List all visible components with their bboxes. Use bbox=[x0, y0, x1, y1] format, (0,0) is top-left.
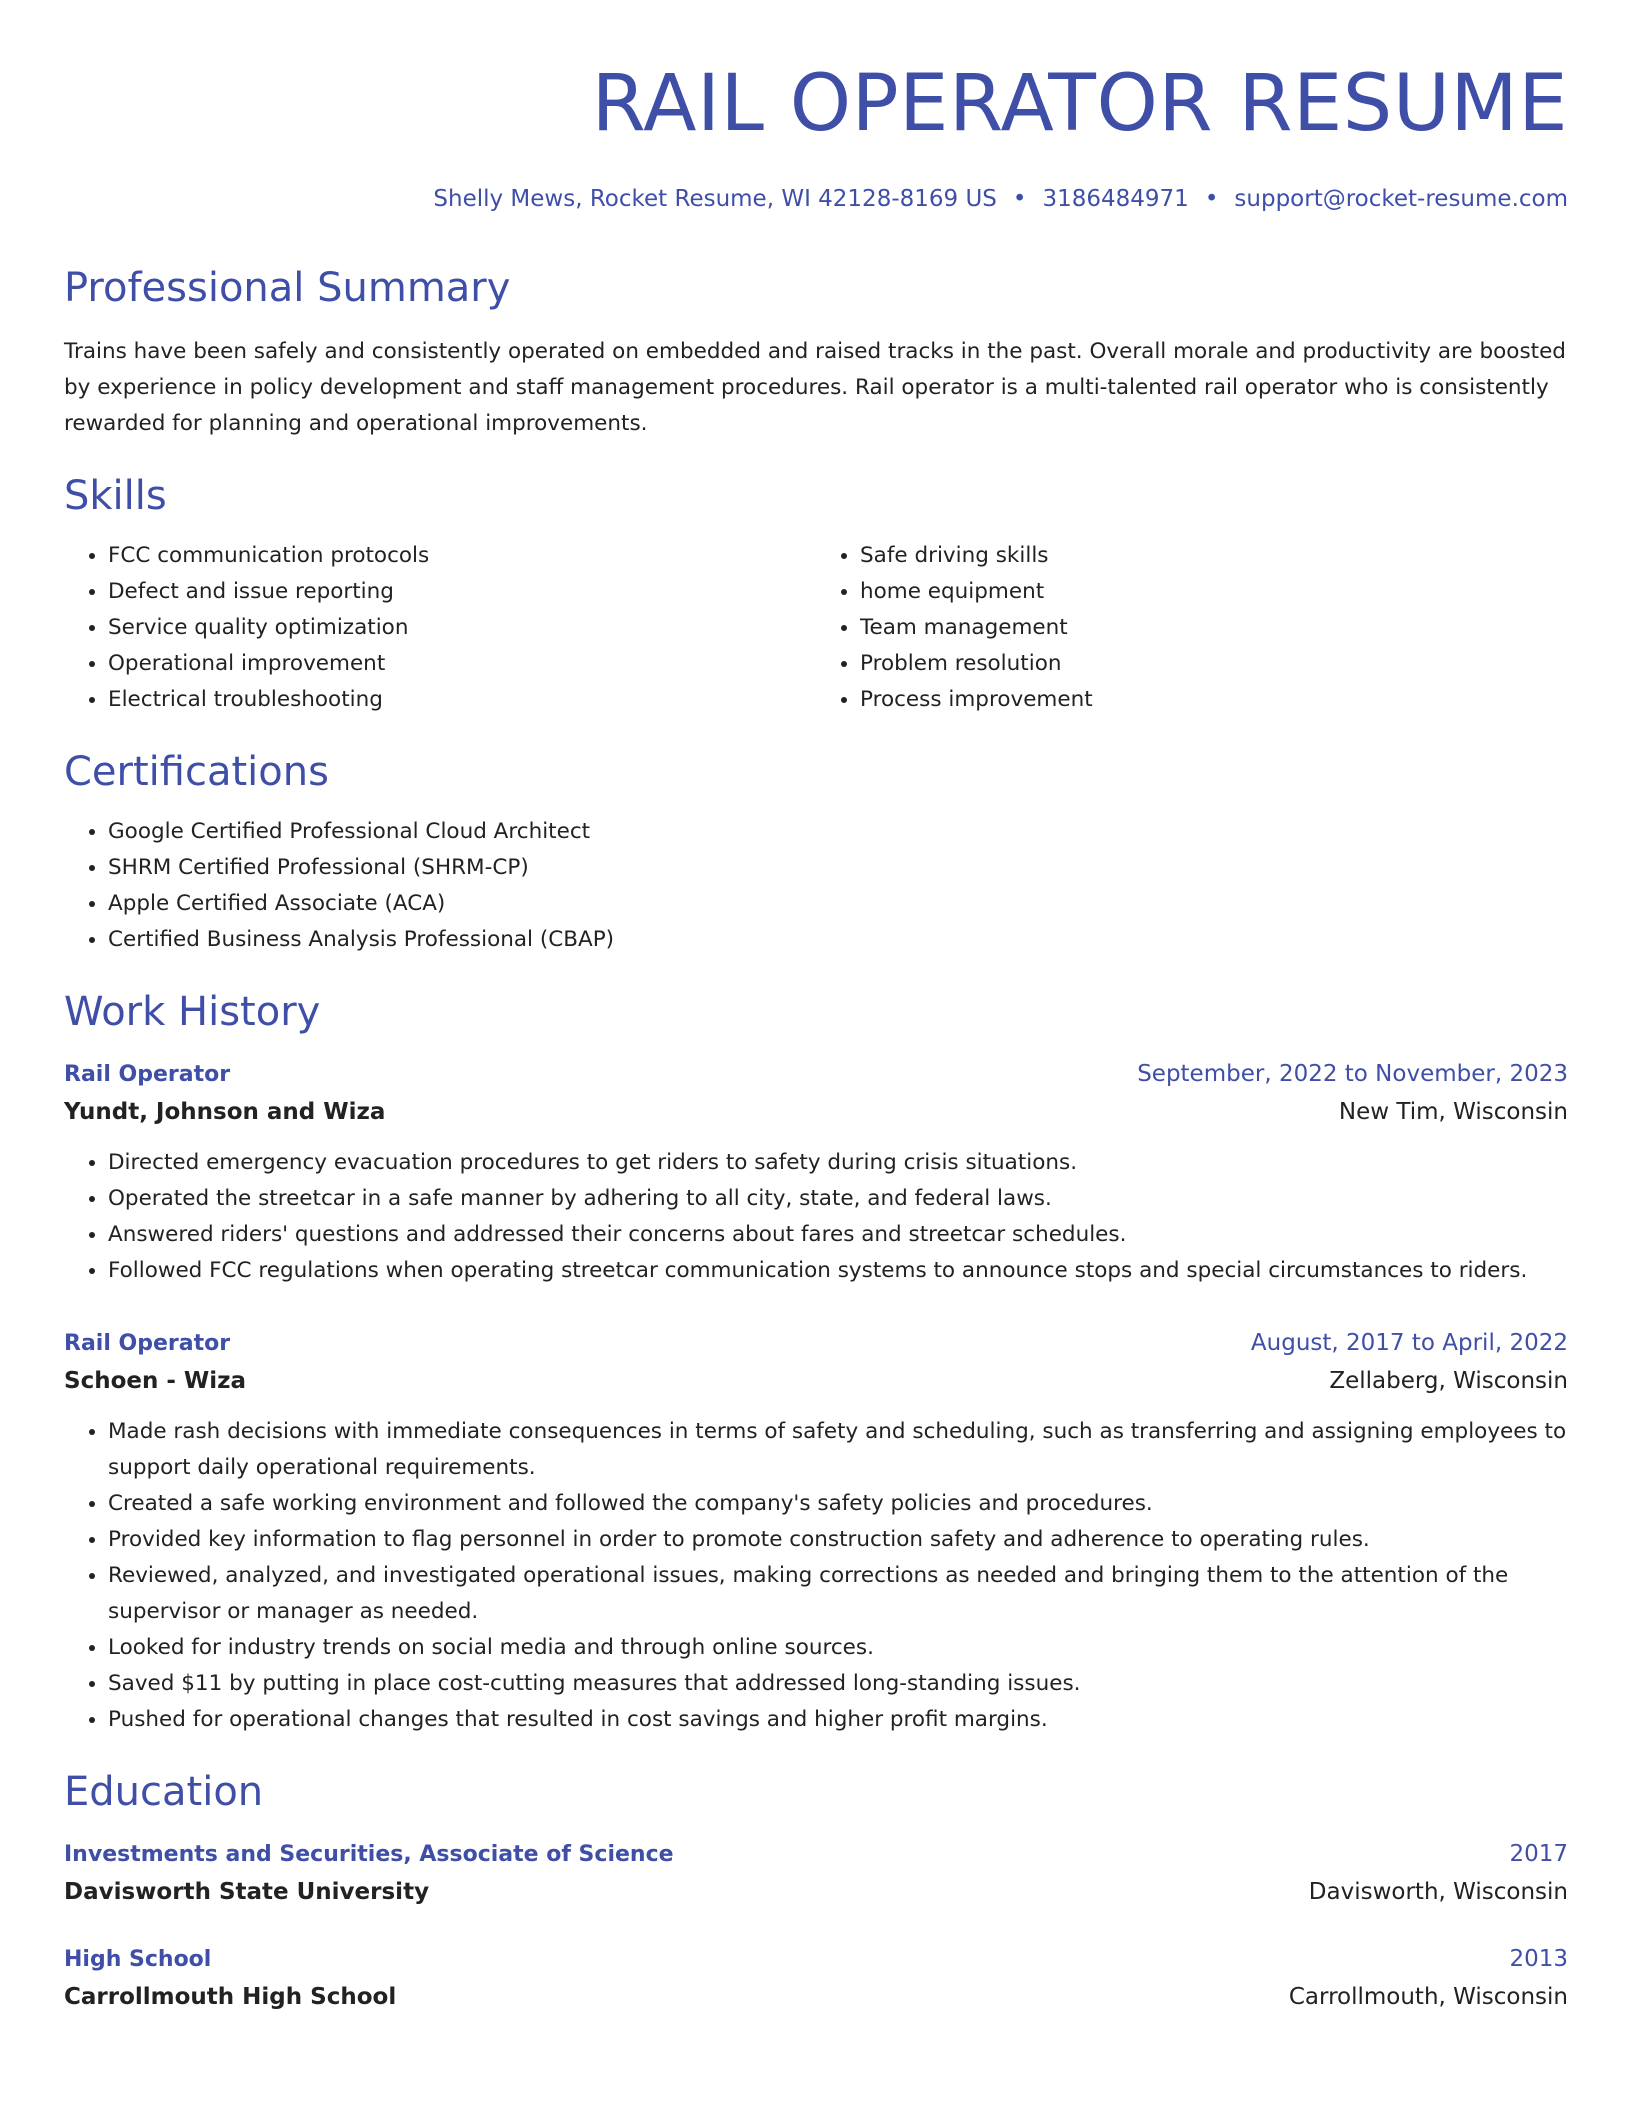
job-duty-item: • Followed FCC regulations when operating streetcar communication systems to announce stops and special circumstances to riders. bbox=[108, 1253, 1568, 1289]
job-entry bbox=[64, 1325, 1568, 1738]
job-duty-item: • Created a safe working environment and followed the company's safety policies and procedures. bbox=[108, 1486, 1568, 1522]
certification-item: • Certified Business Analysis Professional (CBAP) bbox=[108, 922, 1568, 958]
job-employer: Yundt, Johnson and Wiza bbox=[64, 1099, 386, 1125]
job-header-row bbox=[64, 1325, 1568, 1362]
skill-item: • FCC communication protocols bbox=[108, 538, 816, 574]
job-duty-item: • Pushed for operational changes that resulted in cost savings and higher profit margins. bbox=[108, 1702, 1568, 1738]
job-duties-list bbox=[64, 1414, 1568, 1738]
skills-section bbox=[64, 472, 1568, 718]
education-location: Carrollmouth, Wisconsin bbox=[1288, 1984, 1568, 2010]
section-heading-summary: Professional Summary bbox=[64, 265, 511, 311]
certification-item: • Apple Certified Associate (ACA) bbox=[108, 886, 1568, 922]
skill-item: • Team management bbox=[860, 610, 1568, 646]
job-entry bbox=[64, 1056, 1568, 1289]
education-degree: High School bbox=[64, 1947, 212, 1972]
skill-item: • Operational improvement bbox=[108, 646, 816, 682]
certifications-list bbox=[64, 814, 1568, 958]
education-school: Carrollmouth High School bbox=[64, 1984, 397, 2010]
job-location: Zellaberg, Wisconsin bbox=[1329, 1368, 1568, 1394]
work-history-section bbox=[64, 988, 1568, 1738]
education-degree-row bbox=[64, 1836, 1568, 1873]
professional-summary-section bbox=[64, 264, 1568, 442]
job-header-row bbox=[64, 1056, 1568, 1093]
education-entry bbox=[64, 1941, 1568, 2016]
job-location: New Tim, Wisconsin bbox=[1338, 1099, 1568, 1125]
skills-list-right bbox=[816, 538, 1568, 718]
skills-list-left bbox=[64, 538, 816, 718]
contact-separator: • bbox=[1204, 186, 1219, 212]
skill-item: • Problem resolution bbox=[860, 646, 1568, 682]
job-duty-item: • Made rash decisions with immediate consequences in terms of safety and scheduling, such as transferring and assigning employees to support daily operational requirements. bbox=[108, 1414, 1568, 1486]
job-dates: August, 2017 to April, 2022 bbox=[1250, 1330, 1568, 1356]
job-duty-item: • Provided key information to flag personnel in order to promote construction safety and adherence to operating rules. bbox=[108, 1522, 1568, 1558]
skills-columns bbox=[64, 538, 1568, 718]
certification-item: • Google Certified Professional Cloud Architect bbox=[108, 814, 1568, 850]
contact-phone: 3186484971 bbox=[1042, 186, 1189, 212]
skill-item: • Electrical troubleshooting bbox=[108, 682, 816, 718]
job-duty-item: • Saved $11 by putting in place cost-cutting measures that addressed long-standing issues. bbox=[108, 1666, 1568, 1702]
job-duty-item: • Answered riders' questions and addressed their concerns about fares and streetcar schedules. bbox=[108, 1217, 1568, 1253]
contact-separator: • bbox=[1012, 186, 1027, 212]
section-heading-work-history: Work History bbox=[64, 989, 321, 1035]
education-school-row bbox=[64, 1978, 1568, 2016]
certification-item: • SHRM Certified Professional (SHRM-CP) bbox=[108, 850, 1568, 886]
skill-item: • Safe driving skills bbox=[860, 538, 1568, 574]
job-employer: Schoen - Wiza bbox=[64, 1368, 247, 1394]
job-duty-item: • Operated the streetcar in a safe manner by adhering to all city, state, and federal laws. bbox=[108, 1181, 1568, 1217]
job-duties-list bbox=[64, 1145, 1568, 1289]
education-school-row bbox=[64, 1873, 1568, 1911]
job-duty-item: • Directed emergency evacuation procedures to get riders to safety during crisis situations. bbox=[108, 1145, 1568, 1181]
job-employer-row bbox=[64, 1362, 1568, 1400]
section-heading-certifications: Certifications bbox=[64, 749, 329, 795]
skill-item: • Defect and issue reporting bbox=[108, 574, 816, 610]
education-location: Davisworth, Wisconsin bbox=[1308, 1879, 1568, 1905]
skill-item: • Process improvement bbox=[860, 682, 1568, 718]
contact-line bbox=[64, 184, 1568, 214]
education-school: Davisworth State University bbox=[64, 1879, 430, 1905]
job-employer-row bbox=[64, 1093, 1568, 1131]
education-degree: Investments and Securities, Associate of Science bbox=[64, 1842, 674, 1867]
summary-text: Trains have been safely and consistently operated on embedded and raised tracks in the past. Overall morale and productivity are boosted by experience in policy development and staff management procedures. Rail operator is a multi-talented rail operator who is consistently rewarded for planning and operational improvements. bbox=[64, 339, 1566, 436]
job-title: Rail Operator bbox=[64, 1062, 231, 1087]
education-degree-row bbox=[64, 1941, 1568, 1978]
section-heading-skills: Skills bbox=[64, 473, 167, 519]
resume-header bbox=[64, 58, 1568, 214]
education-section bbox=[64, 1768, 1568, 2016]
job-dates: September, 2022 to November, 2023 bbox=[1137, 1061, 1568, 1087]
contact-email: support@rocket-resume.com bbox=[1234, 186, 1568, 212]
job-duty-item: • Looked for industry trends on social media and through online sources. bbox=[108, 1630, 1568, 1666]
skill-item: • home equipment bbox=[860, 574, 1568, 610]
page-title: RAIL OPERATOR RESUME bbox=[591, 59, 1568, 149]
certifications-section bbox=[64, 748, 1568, 958]
education-year: 2013 bbox=[1509, 1946, 1568, 1972]
section-heading-education: Education bbox=[64, 1769, 264, 1815]
education-entry bbox=[64, 1836, 1568, 1911]
contact-address: Shelly Mews, Rocket Resume, WI 42128-8169 US bbox=[433, 186, 997, 212]
job-duty-item: • Reviewed, analyzed, and investigated operational issues, making corrections as needed and bringing them to the attention of the supervisor or manager as needed. bbox=[108, 1558, 1568, 1630]
skill-item: • Service quality optimization bbox=[108, 610, 816, 646]
education-year: 2017 bbox=[1509, 1841, 1568, 1867]
job-title: Rail Operator bbox=[64, 1331, 231, 1356]
